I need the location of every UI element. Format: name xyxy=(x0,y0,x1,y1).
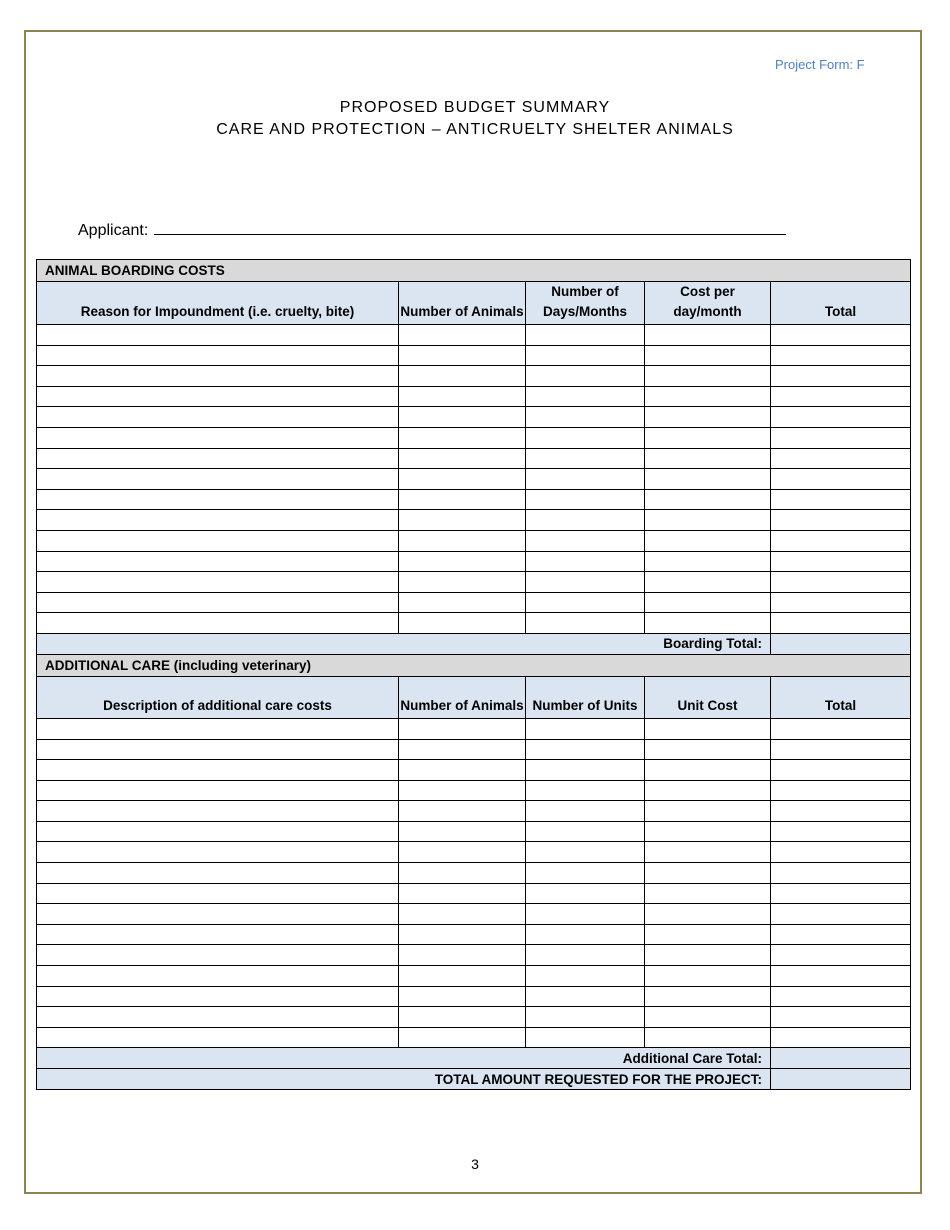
boarding-description-cell[interactable] xyxy=(37,345,399,366)
additional-animals-cell[interactable] xyxy=(399,863,526,884)
additional-animals-cell[interactable] xyxy=(399,842,526,863)
boarding-total-cell[interactable] xyxy=(771,489,911,510)
additional-description-cell[interactable] xyxy=(37,904,399,925)
additional-total-cell[interactable] xyxy=(771,760,911,781)
boarding-total-field[interactable] xyxy=(771,633,911,654)
boarding-description-cell[interactable] xyxy=(37,448,399,469)
additional-entry-row xyxy=(37,801,911,822)
section-title-row xyxy=(37,654,911,676)
additional-entry-row xyxy=(37,1027,911,1048)
additional-cost-cell[interactable] xyxy=(645,945,771,966)
additional-total-cell[interactable] xyxy=(771,945,911,966)
boarding-entry-row xyxy=(37,510,911,531)
additional-cost-cell[interactable] xyxy=(645,966,771,987)
boarding-description-cell[interactable] xyxy=(37,469,399,490)
additional-cost-cell[interactable] xyxy=(645,821,771,842)
boarding-total-cell[interactable] xyxy=(771,345,911,366)
additional-description-cell[interactable] xyxy=(37,1007,399,1028)
additional-entry-row xyxy=(37,986,911,1007)
boarding-total-row xyxy=(37,633,911,654)
boarding-animals-cell[interactable] xyxy=(399,407,526,428)
boarding-cost-cell[interactable] xyxy=(645,448,771,469)
boarding-units-cell[interactable] xyxy=(526,345,645,366)
additional-units-cell[interactable] xyxy=(526,924,645,945)
additional-animals-cell[interactable] xyxy=(399,801,526,822)
boarding-description-cell[interactable] xyxy=(37,551,399,572)
additional-entry-row xyxy=(37,739,911,760)
additional-units-cell[interactable] xyxy=(526,780,645,801)
boarding-units-cell[interactable] xyxy=(526,325,645,346)
applicant-row xyxy=(78,220,786,240)
additional-total-row xyxy=(37,1048,911,1069)
boarding-entry-row xyxy=(37,427,911,448)
additional-units-cell[interactable] xyxy=(526,718,645,739)
additional-units-cell[interactable] xyxy=(526,760,645,781)
boarding-cost-cell[interactable] xyxy=(645,469,771,490)
boarding-cost-cell[interactable] xyxy=(645,530,771,551)
additional-cost-cell[interactable] xyxy=(645,863,771,884)
additional-units-cell[interactable] xyxy=(526,904,645,925)
additional-total-cell[interactable] xyxy=(771,883,911,904)
boarding-units-cell[interactable] xyxy=(526,427,645,448)
form-title: PROPOSED BUDGET SUMMARY xyxy=(339,99,611,116)
additional-total-cell[interactable] xyxy=(771,1007,911,1028)
boarding-header-row xyxy=(37,282,911,325)
additional-description-cell[interactable] xyxy=(37,883,399,904)
boarding-units-cell[interactable] xyxy=(526,448,645,469)
boarding-animals-cell[interactable] xyxy=(399,592,526,613)
additional-animals-cell[interactable] xyxy=(399,718,526,739)
column-header: Number of Days/Months xyxy=(526,282,645,325)
column-header: Description of additional care costs xyxy=(37,676,399,718)
additional-header-row xyxy=(37,676,911,718)
boarding-entry-row xyxy=(37,366,911,387)
additional-entry-row xyxy=(37,760,911,781)
additional-cost-cell[interactable] xyxy=(645,986,771,1007)
boarding-cost-cell[interactable] xyxy=(645,325,771,346)
boarding-cost-cell[interactable] xyxy=(645,407,771,428)
boarding-cost-cell[interactable] xyxy=(645,510,771,531)
additional-units-cell[interactable] xyxy=(526,945,645,966)
boarding-total-cell[interactable] xyxy=(771,366,911,387)
boarding-total-cell[interactable] xyxy=(771,325,911,346)
additional-description-cell[interactable] xyxy=(37,821,399,842)
boarding-entry-row xyxy=(37,613,911,634)
additional-animals-cell[interactable] xyxy=(399,883,526,904)
grand-total-field[interactable] xyxy=(771,1069,911,1090)
additional-total-cell[interactable] xyxy=(771,842,911,863)
boarding-units-cell[interactable] xyxy=(526,469,645,490)
boarding-description-cell[interactable] xyxy=(37,489,399,510)
additional-units-cell[interactable] xyxy=(526,801,645,822)
additional-animals-cell[interactable] xyxy=(399,986,526,1007)
boarding-cost-cell[interactable] xyxy=(645,489,771,510)
boarding-units-cell[interactable] xyxy=(526,489,645,510)
additional-entry-row xyxy=(37,718,911,739)
additional-cost-cell[interactable] xyxy=(645,739,771,760)
boarding-units-cell[interactable] xyxy=(526,407,645,428)
additional-section-title: ADDITIONAL CARE (including veterinary) xyxy=(37,654,911,676)
additional-description-cell[interactable] xyxy=(37,924,399,945)
additional-total-cell[interactable] xyxy=(771,739,911,760)
additional-description-cell[interactable] xyxy=(37,739,399,760)
additional-cost-cell[interactable] xyxy=(645,760,771,781)
additional-total-cell[interactable] xyxy=(771,821,911,842)
additional-entry-row xyxy=(37,924,911,945)
boarding-animals-cell[interactable] xyxy=(399,469,526,490)
additional-description-cell[interactable] xyxy=(37,863,399,884)
boarding-animals-cell[interactable] xyxy=(399,489,526,510)
boarding-animals-cell[interactable] xyxy=(399,366,526,387)
additional-total-label: Additional Care Total: xyxy=(37,1048,771,1069)
grand-total-label: TOTAL AMOUNT REQUESTED FOR THE PROJECT: xyxy=(37,1069,771,1090)
boarding-total-cell[interactable] xyxy=(771,407,911,428)
boarding-animals-cell[interactable] xyxy=(399,448,526,469)
boarding-entry-row xyxy=(37,448,911,469)
boarding-animals-cell[interactable] xyxy=(399,427,526,448)
applicant-input-line[interactable] xyxy=(154,220,786,235)
boarding-units-cell[interactable] xyxy=(526,530,645,551)
additional-total-cell[interactable] xyxy=(771,1027,911,1048)
additional-description-cell[interactable] xyxy=(37,718,399,739)
boarding-total-label: Boarding Total: xyxy=(37,633,771,654)
boarding-units-cell[interactable] xyxy=(526,510,645,531)
additional-entry-row xyxy=(37,821,911,842)
boarding-cost-cell[interactable] xyxy=(645,386,771,407)
boarding-entry-row xyxy=(37,407,911,428)
boarding-entry-row xyxy=(37,345,911,366)
column-header: Number of Animals xyxy=(399,282,526,325)
additional-description-cell[interactable] xyxy=(37,1027,399,1048)
boarding-entry-row xyxy=(37,469,911,490)
column-header: Number of Animals xyxy=(399,676,526,718)
boarding-cost-cell[interactable] xyxy=(645,613,771,634)
boarding-total-cell[interactable] xyxy=(771,510,911,531)
column-header: Unit Cost xyxy=(645,676,771,718)
additional-animals-cell[interactable] xyxy=(399,1007,526,1028)
additional-entry-row xyxy=(37,945,911,966)
boarding-animals-cell[interactable] xyxy=(399,613,526,634)
boarding-total-cell[interactable] xyxy=(771,427,911,448)
additional-units-cell[interactable] xyxy=(526,1007,645,1028)
boarding-units-cell[interactable] xyxy=(526,613,645,634)
boarding-entry-row xyxy=(37,530,911,551)
additional-units-cell[interactable] xyxy=(526,739,645,760)
boarding-animals-cell[interactable] xyxy=(399,386,526,407)
additional-entry-row xyxy=(37,780,911,801)
boarding-total-cell[interactable] xyxy=(771,530,911,551)
additional-total-cell[interactable] xyxy=(771,801,911,822)
boarding-description-cell[interactable] xyxy=(37,592,399,613)
additional-entry-row xyxy=(37,904,911,925)
boarding-description-cell[interactable] xyxy=(37,510,399,531)
boarding-units-cell[interactable] xyxy=(526,592,645,613)
boarding-animals-cell[interactable] xyxy=(399,572,526,593)
additional-entry-row xyxy=(37,1007,911,1028)
additional-description-cell[interactable] xyxy=(37,760,399,781)
boarding-units-cell[interactable] xyxy=(526,551,645,572)
boarding-description-cell[interactable] xyxy=(37,407,399,428)
additional-cost-cell[interactable] xyxy=(645,780,771,801)
boarding-entry-row xyxy=(37,325,911,346)
additional-total-cell[interactable] xyxy=(771,924,911,945)
boarding-entry-row xyxy=(37,592,911,613)
additional-animals-cell[interactable] xyxy=(399,1027,526,1048)
additional-cost-cell[interactable] xyxy=(645,1027,771,1048)
boarding-description-cell[interactable] xyxy=(37,386,399,407)
additional-entry-row xyxy=(37,966,911,987)
boarding-animals-cell[interactable] xyxy=(399,345,526,366)
boarding-animals-cell[interactable] xyxy=(399,325,526,346)
boarding-description-cell[interactable] xyxy=(37,572,399,593)
section-title-row xyxy=(37,260,911,282)
additional-units-cell[interactable] xyxy=(526,986,645,1007)
additional-animals-cell[interactable] xyxy=(399,739,526,760)
boarding-entry-row xyxy=(37,551,911,572)
additional-description-cell[interactable] xyxy=(37,986,399,1007)
column-header: Number of Units xyxy=(526,676,645,718)
additional-units-cell[interactable] xyxy=(526,863,645,884)
boarding-total-cell[interactable] xyxy=(771,592,911,613)
boarding-units-cell[interactable] xyxy=(526,386,645,407)
boarding-total-cell[interactable] xyxy=(771,386,911,407)
additional-animals-cell[interactable] xyxy=(399,780,526,801)
additional-entry-row xyxy=(37,842,911,863)
grand-total-row xyxy=(37,1069,911,1090)
boarding-units-cell[interactable] xyxy=(526,572,645,593)
additional-total-cell[interactable] xyxy=(771,780,911,801)
additional-cost-cell[interactable] xyxy=(645,842,771,863)
additional-animals-cell[interactable] xyxy=(399,760,526,781)
boarding-animals-cell[interactable] xyxy=(399,510,526,531)
column-header: Total xyxy=(771,282,911,325)
boarding-cost-cell[interactable] xyxy=(645,572,771,593)
additional-cost-cell[interactable] xyxy=(645,718,771,739)
additional-description-cell[interactable] xyxy=(37,966,399,987)
additional-cost-cell[interactable] xyxy=(645,904,771,925)
boarding-entry-row xyxy=(37,489,911,510)
boarding-total-cell[interactable] xyxy=(771,448,911,469)
boarding-description-cell[interactable] xyxy=(37,366,399,387)
additional-cost-cell[interactable] xyxy=(645,1007,771,1028)
column-header: Cost per day/month xyxy=(645,282,771,325)
additional-animals-cell[interactable] xyxy=(399,945,526,966)
additional-total-field[interactable] xyxy=(771,1048,911,1069)
additional-units-cell[interactable] xyxy=(526,966,645,987)
form-subtitle: CARE AND PROTECTION – ANTICRUELTY SHELTER ANIMALS xyxy=(216,121,734,138)
additional-description-cell[interactable] xyxy=(37,945,399,966)
applicant-label: Applicant: xyxy=(78,222,149,239)
boarding-total-cell[interactable] xyxy=(771,613,911,634)
additional-description-cell[interactable] xyxy=(37,801,399,822)
additional-units-cell[interactable] xyxy=(526,883,645,904)
boarding-total-cell[interactable] xyxy=(771,551,911,572)
additional-total-cell[interactable] xyxy=(771,986,911,1007)
project-form-label: Project Form: F xyxy=(775,57,865,72)
boarding-cost-cell[interactable] xyxy=(645,592,771,613)
additional-units-cell[interactable] xyxy=(526,821,645,842)
additional-total-cell[interactable] xyxy=(771,966,911,987)
additional-cost-cell[interactable] xyxy=(645,883,771,904)
boarding-animals-cell[interactable] xyxy=(399,530,526,551)
additional-entry-row xyxy=(37,863,911,884)
additional-units-cell[interactable] xyxy=(526,1027,645,1048)
additional-entry-row xyxy=(37,883,911,904)
boarding-cost-cell[interactable] xyxy=(645,427,771,448)
additional-animals-cell[interactable] xyxy=(399,904,526,925)
additional-description-cell[interactable] xyxy=(37,842,399,863)
additional-total-cell[interactable] xyxy=(771,718,911,739)
boarding-total-cell[interactable] xyxy=(771,469,911,490)
additional-cost-cell[interactable] xyxy=(645,801,771,822)
additional-cost-cell[interactable] xyxy=(645,924,771,945)
boarding-description-cell[interactable] xyxy=(37,530,399,551)
boarding-cost-cell[interactable] xyxy=(645,551,771,572)
additional-units-cell[interactable] xyxy=(526,842,645,863)
boarding-description-cell[interactable] xyxy=(37,427,399,448)
boarding-units-cell[interactable] xyxy=(526,366,645,387)
column-header: Reason for Impoundment (i.e. cruelty, bite) xyxy=(37,282,399,325)
additional-animals-cell[interactable] xyxy=(399,966,526,987)
boarding-description-cell[interactable] xyxy=(37,325,399,346)
additional-total-cell[interactable] xyxy=(771,904,911,925)
boarding-total-cell[interactable] xyxy=(771,572,911,593)
boarding-entry-row xyxy=(37,572,911,593)
boarding-entry-row xyxy=(37,386,911,407)
additional-animals-cell[interactable] xyxy=(399,821,526,842)
boarding-animals-cell[interactable] xyxy=(399,551,526,572)
additional-total-cell[interactable] xyxy=(771,863,911,884)
column-header: Total xyxy=(771,676,911,718)
additional-description-cell[interactable] xyxy=(37,780,399,801)
boarding-cost-cell[interactable] xyxy=(645,366,771,387)
boarding-cost-cell[interactable] xyxy=(645,345,771,366)
boarding-description-cell[interactable] xyxy=(37,613,399,634)
page-number: 3 xyxy=(471,1156,479,1172)
budget-table xyxy=(36,259,911,1090)
additional-animals-cell[interactable] xyxy=(399,924,526,945)
boarding-section-title: ANIMAL BOARDING COSTS xyxy=(37,260,911,282)
